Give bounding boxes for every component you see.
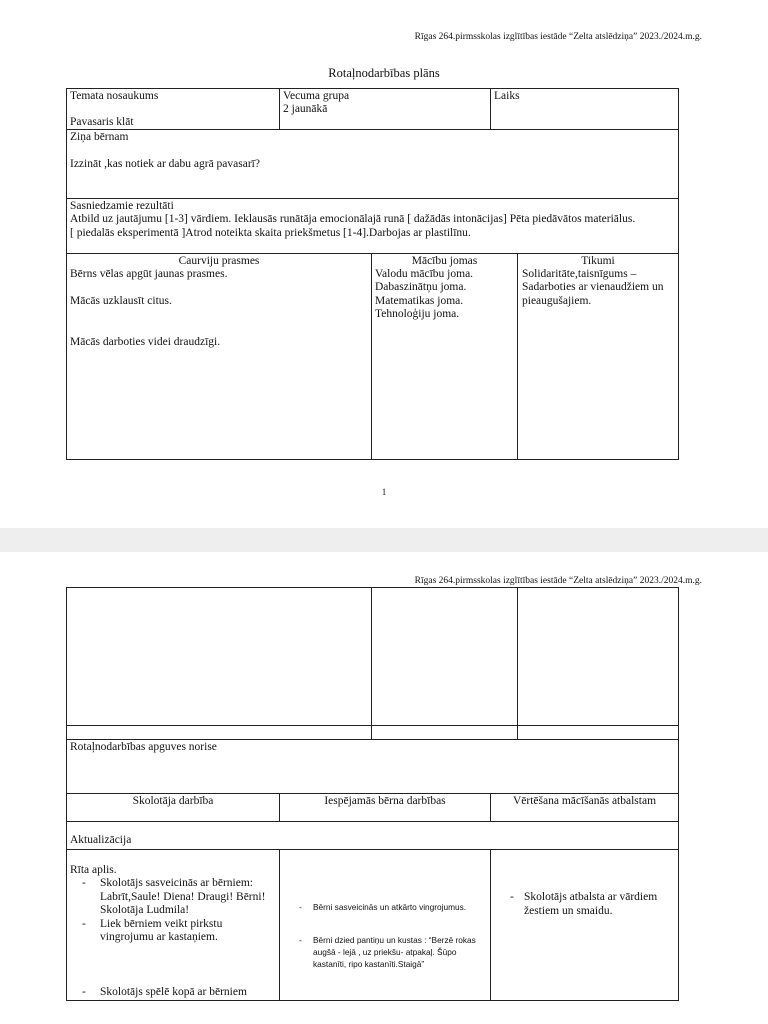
evaluation-item: - Skolotājs atbalsta ar vārdiem žestiem un smaidu.	[510, 891, 658, 917]
age-group-label: Vecuma grupa	[283, 90, 350, 102]
virtues-cell-continued	[517, 587, 679, 726]
document-page-2	[0, 552, 768, 1024]
teacher-activity-item: - Skolotājs spēlē kopā ar bērniem	[82, 985, 247, 998]
child-activity-list	[283, 901, 488, 970]
skills-cell-continued	[66, 587, 372, 726]
child-column-label: Iespējamās bērna darbības	[324, 795, 446, 807]
child-activity-item: - Bērni sasveicinās un atkārto vingrojumus.	[299, 902, 467, 912]
section-label: Aktualizācija	[70, 834, 132, 846]
page-number: 1	[381, 487, 387, 497]
areas-header: Mācību jomas	[411, 255, 478, 267]
morning-circle-label: Rīta aplis.	[70, 864, 117, 876]
empty-row-cell	[371, 725, 518, 740]
child-column-header	[279, 793, 491, 822]
section-cell	[66, 821, 679, 850]
virtues-line: Sadarboties ar vienaudžiem un	[522, 281, 664, 293]
skills-header: Caurviju prasmes	[178, 255, 260, 267]
skills-item: Mācās darboties videi draudzīgi.	[70, 336, 221, 348]
evaluation-column-header	[490, 793, 679, 822]
page-header: Rīgas 264.pirmsskolas izglītības iestāde “Zelta atslēdziņa” 2023./2024.m.g.	[414, 32, 702, 42]
teacher-column-header	[66, 793, 280, 822]
skills-cell	[66, 253, 372, 460]
evaluation-list	[494, 891, 674, 918]
process-cell	[66, 739, 679, 794]
teacher-column-label: Skolotāja darbība	[132, 795, 214, 807]
virtues-cell	[517, 253, 679, 460]
child-activity-cell	[279, 849, 491, 1001]
page-title: Rotaļnodarbības plāns	[328, 66, 440, 80]
message-value: Izzināt ,kas notiek ar dabu agrā pavasarī?	[70, 158, 260, 170]
empty-row-cell	[66, 725, 372, 740]
results-line-2: [ piedalās eksperimentā ]Atrod noteikta skaita priekšmetus [1-4].Darbojas ar plastilīnu.	[70, 227, 471, 239]
areas-cell-continued	[371, 587, 518, 726]
process-label: Rotaļnodarbības apguves norise	[70, 741, 217, 753]
message-cell	[66, 129, 679, 199]
teacher-activity-item: - Skolotājs sasveicinās ar bērniem: Labrīt,Saule! Diena! Draugi! Bērni! Skolotāja Ludmila!	[82, 877, 266, 916]
subject-areas-cell	[371, 253, 518, 460]
message-label: Ziņa bērnam	[70, 131, 129, 143]
virtues-header: Tikumi	[581, 255, 615, 267]
time-label: Laiks	[494, 90, 520, 102]
child-activity-item: - Bērni dzied pantiņu un kustas : “Berzē rokas augšā - lejā , uz priekšu- atpakaļ. Šūpo kastanīti, ripo kastanīti.Staigā”	[299, 935, 476, 969]
results-line-1: Atbild uz jautājumu [1-3] vārdiem. Ieklausās runātāja emocionālajā runā [ dažādās intonācijas] Pēta piedāvātos materiālus.	[70, 213, 636, 225]
age-group-value: 2 jaunākā	[283, 103, 328, 115]
teacher-activity-cell	[66, 849, 280, 1001]
areas-item: Dabaszinātņu joma.	[375, 281, 467, 293]
time-cell	[490, 88, 679, 130]
results-label: Sasniedzamie rezultāti	[70, 200, 174, 212]
skills-item: Mācās uzklausīt citus.	[70, 295, 172, 307]
page-header: Rīgas 264.pirmsskolas izglītības iestāde “Zelta atslēdziņa” 2023./2024.m.g.	[414, 576, 702, 586]
evaluation-column-label: Vērtēšana mācīšanās atbalstam	[512, 795, 657, 807]
skills-item: Bērns vēlas apgūt jaunas prasmes.	[70, 268, 228, 280]
teacher-activity-list	[70, 877, 270, 999]
areas-item: Matematikas joma.	[375, 295, 464, 307]
areas-item: Valodu mācību joma.	[375, 268, 474, 280]
teacher-activity-item: - Liek bērniem veikt pirkstu vingrojumu ar kastaņiem.	[82, 917, 223, 943]
empty-row-cell	[517, 725, 679, 740]
topic-label: Temata nosaukums	[70, 90, 159, 102]
virtues-line: Solidaritāte,taisnīgums –	[522, 268, 637, 280]
topic-value: Pavasaris klāt	[70, 116, 134, 128]
virtues-line: pieaugušajiem.	[522, 295, 592, 307]
evaluation-cell	[490, 849, 679, 1001]
topic-cell	[66, 88, 280, 130]
areas-item: Tehnoloģiju joma.	[375, 308, 460, 320]
results-cell	[66, 198, 679, 254]
age-group-cell	[279, 88, 491, 130]
